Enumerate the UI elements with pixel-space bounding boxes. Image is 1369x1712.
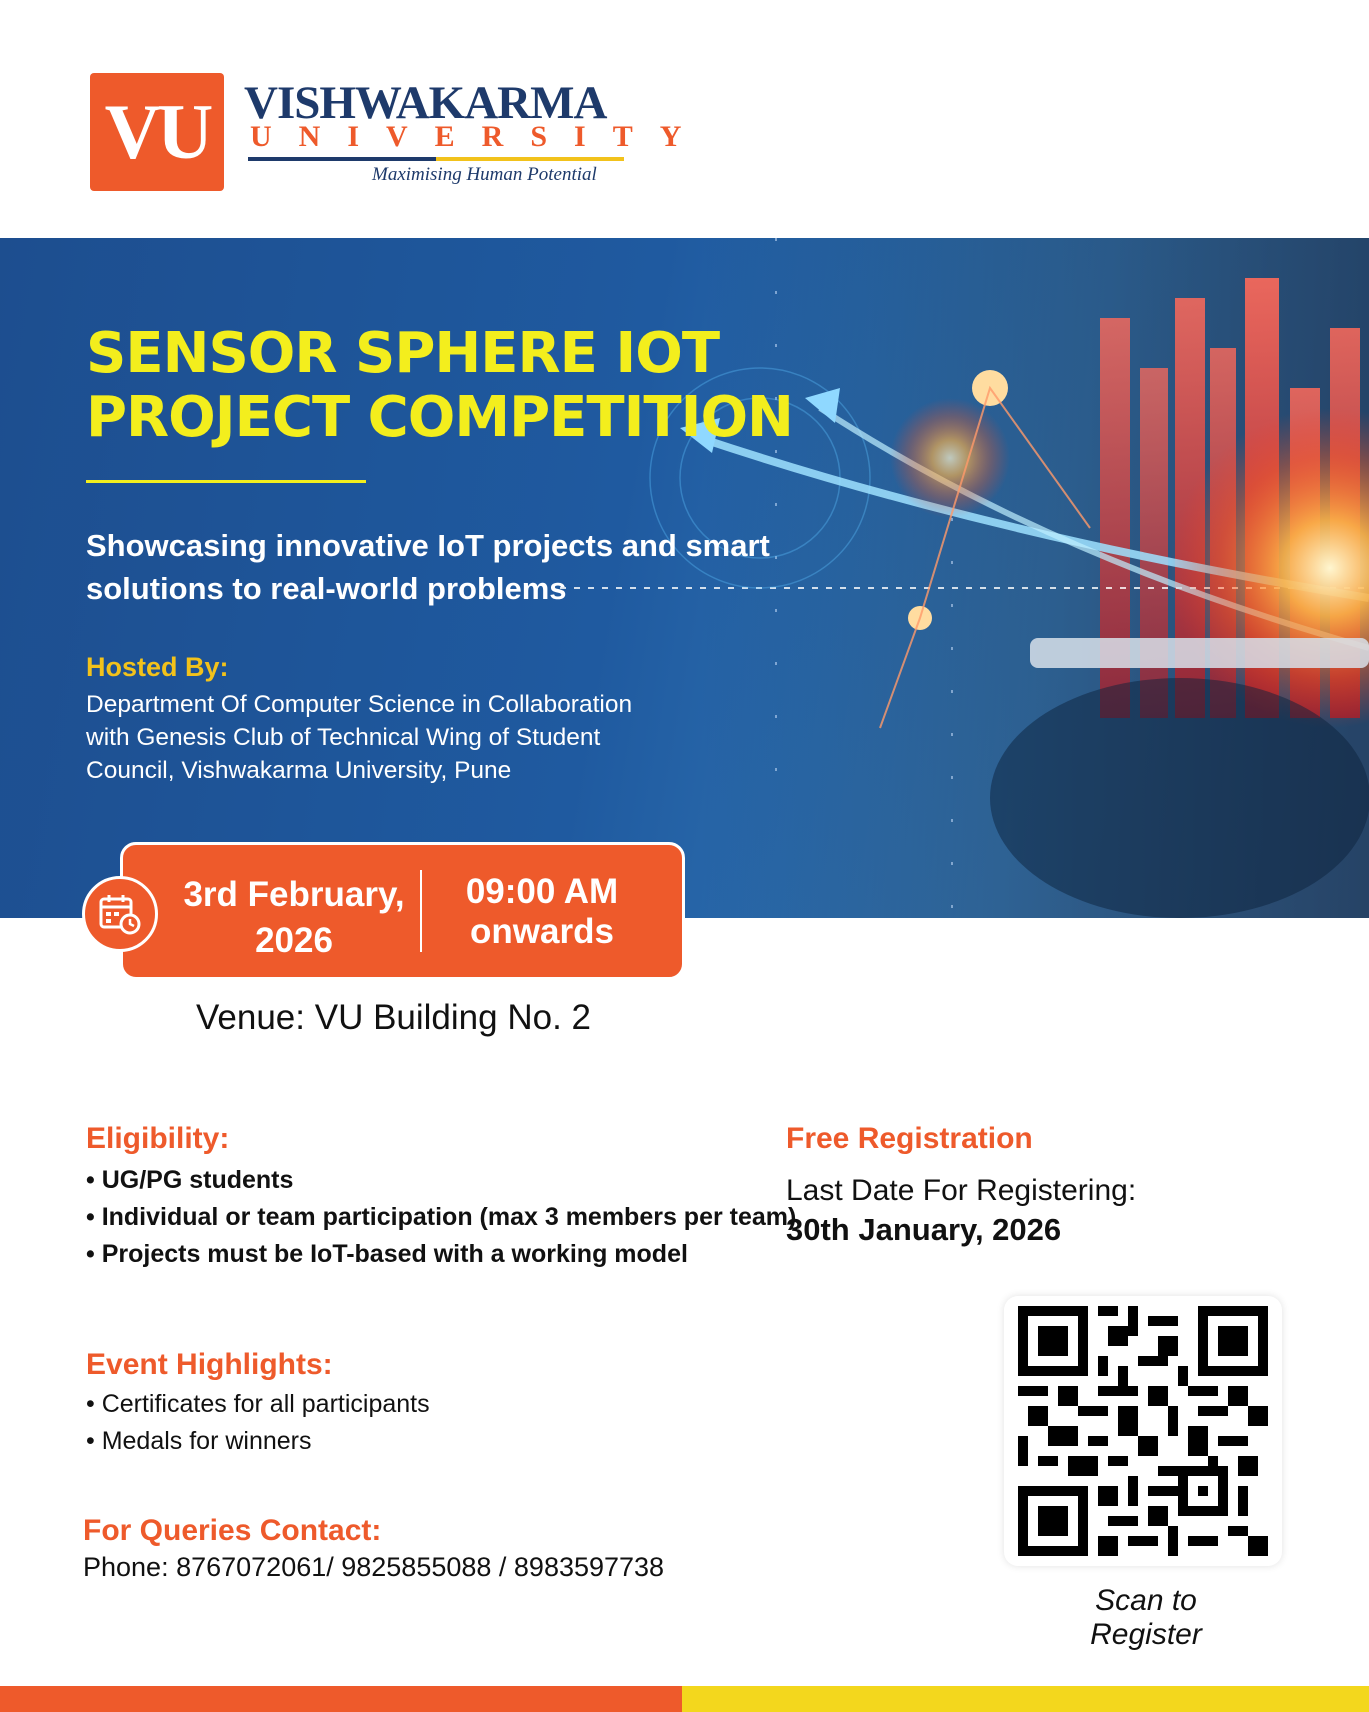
registration-heading: Free Registration	[786, 1122, 1033, 1155]
hosted-by-line1: Department Of Computer Science in Collaboration	[86, 691, 633, 718]
event-title	[86, 322, 886, 450]
calendar-clock-icon	[82, 876, 158, 952]
logo-divider	[248, 157, 624, 161]
footer-stripe-yellow	[682, 1686, 1369, 1712]
event-time	[432, 872, 652, 952]
list-item: • UG/PG students	[86, 1166, 294, 1194]
hosted-by-text	[86, 688, 686, 787]
university-tagline: Maximising Human Potential	[372, 164, 597, 185]
last-date-label: Last Date For Registering:	[786, 1174, 1137, 1207]
hosted-by-line2: with Genesis Club of Technical Wing of Student	[86, 724, 601, 751]
event-date	[160, 872, 428, 964]
contact-phone: Phone: 8767072061/ 9825855088 / 8983597738	[83, 1552, 665, 1582]
event-title-line2: PROJECT COMPETITION	[86, 385, 793, 450]
date-time-divider	[420, 870, 422, 952]
university-subname: UNIVERSITY	[250, 120, 709, 153]
header	[0, 0, 1369, 238]
qr-caption: Scan to Register	[1090, 1584, 1202, 1651]
highlights-heading: Event Highlights:	[86, 1348, 333, 1381]
university-logo	[90, 73, 224, 191]
footer-stripe-orange	[0, 1686, 682, 1712]
eligibility-heading: Eligibility:	[86, 1122, 230, 1155]
list-item: • Individual or team participation (max 3 members per team)	[86, 1203, 797, 1231]
registration-qr-code[interactable]	[1004, 1296, 1282, 1566]
contact-heading: For Queries Contact:	[83, 1514, 382, 1547]
event-venue: Venue: VU Building No. 2	[196, 998, 591, 1037]
calendar-clock-icon-glyph	[97, 891, 143, 937]
eligibility-list	[86, 1162, 796, 1273]
event-subtitle	[86, 524, 786, 610]
last-date-value: 30th January, 2026	[786, 1212, 1062, 1247]
event-subtitle-line2: solutions to real-world problems	[86, 571, 567, 606]
event-time-line1: 09:00 AM	[465, 872, 619, 911]
event-time-line2: onwards	[470, 912, 614, 951]
hosted-by-line3: Council, Vishwakarma University, Pune	[86, 757, 512, 784]
list-item: • Medals for winners	[86, 1427, 312, 1455]
event-title-line1: SENSOR SPHERE IOT	[86, 321, 720, 386]
event-date-line2: 2026	[255, 921, 333, 960]
qr-code-icon	[1018, 1306, 1268, 1556]
event-date-line1: 3rd February,	[183, 875, 405, 914]
university-name: VISHWAKARMA	[244, 77, 607, 129]
hosted-by-label: Hosted By:	[86, 652, 229, 682]
list-item: • Projects must be IoT-based with a working model	[86, 1240, 688, 1268]
highlights-list	[86, 1386, 430, 1460]
title-underline	[86, 480, 366, 483]
list-item: • Certificates for all participants	[86, 1390, 430, 1418]
event-subtitle-line1: Showcasing innovative IoT projects and smart	[86, 528, 770, 563]
logo-mark: VU	[104, 88, 210, 175]
